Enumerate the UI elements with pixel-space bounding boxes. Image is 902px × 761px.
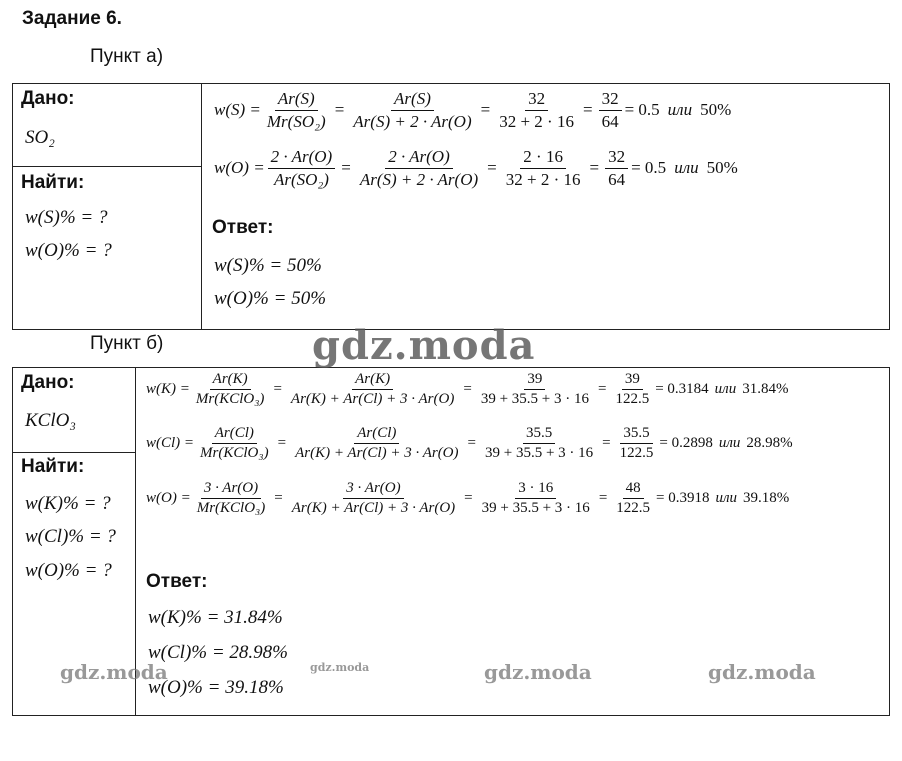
equation-percent: 31.84% bbox=[742, 381, 789, 398]
part-a-find-item: w(S)% = ? bbox=[25, 207, 108, 228]
equation-result: = 0.2898 bbox=[659, 435, 713, 452]
part-a-given-value: SO₂ bbox=[25, 127, 55, 148]
part-a-answer-item: w(O)% = 50% bbox=[214, 288, 327, 309]
fraction bbox=[288, 371, 457, 409]
numerator: 39 bbox=[622, 371, 643, 390]
equation-lhs: w(K) = bbox=[146, 381, 190, 398]
part-a-answer-label: Ответ: bbox=[212, 217, 274, 238]
fraction bbox=[599, 89, 622, 131]
watermark-logo: gdz.moda bbox=[312, 322, 536, 369]
or-word: или bbox=[718, 435, 741, 452]
fraction bbox=[482, 425, 596, 463]
denominator: 32 + 2 · 16 bbox=[499, 111, 574, 131]
watermark-logo: gdz.moda bbox=[60, 660, 168, 684]
numerator: Ar(K) bbox=[210, 371, 251, 390]
denominator: Ar(S) + 2 · Ar(O) bbox=[359, 169, 479, 189]
equation-lhs: w(O) = bbox=[146, 490, 191, 507]
fraction bbox=[478, 371, 592, 409]
part-a-find-item: w(O)% = ? bbox=[25, 240, 112, 261]
part-b-answer-item: w(Cl)% = 28.98% bbox=[148, 642, 289, 663]
equation-result: = 0.5 bbox=[631, 158, 667, 178]
equation-percent: 50% bbox=[706, 158, 738, 178]
fraction bbox=[496, 89, 577, 131]
part-a-given-divider bbox=[12, 166, 202, 167]
part-b-given-label: Дано: bbox=[21, 372, 75, 393]
denominator: 64 bbox=[608, 169, 626, 189]
numerator: Ar(S) bbox=[391, 89, 434, 111]
numerator: 35.5 bbox=[620, 425, 652, 444]
fraction bbox=[193, 371, 268, 409]
part-b-find-item: w(K)% = ? bbox=[25, 493, 111, 514]
watermark-logo: gdz.moda bbox=[484, 660, 592, 684]
part-b-given-value: KClO₃ bbox=[25, 410, 76, 431]
part-b-given-divider bbox=[12, 452, 136, 453]
or-word: или bbox=[674, 158, 699, 178]
denominator: 122.5 bbox=[616, 500, 651, 517]
or-word: или bbox=[667, 100, 693, 120]
task-title: Задание 6. bbox=[22, 8, 122, 29]
denominator: Mr(KClO₃) bbox=[200, 445, 269, 462]
or-word: или bbox=[715, 490, 738, 507]
part-b-find-item: w(O)% = ? bbox=[25, 560, 112, 581]
fraction bbox=[357, 147, 481, 189]
fraction bbox=[612, 371, 652, 409]
denominator: Mr(KClO₃) bbox=[195, 391, 265, 408]
denominator: 64 bbox=[601, 111, 619, 131]
numerator: 3 · Ar(O) bbox=[201, 480, 261, 499]
numerator: 3 · Ar(O) bbox=[343, 480, 403, 499]
denominator: 122.5 bbox=[619, 445, 654, 462]
numerator: 32 bbox=[525, 89, 548, 111]
or-word: или bbox=[714, 381, 737, 398]
numerator: 32 bbox=[599, 89, 622, 111]
denominator: Mr(KClO₃) bbox=[196, 500, 266, 517]
equation-result: = 0.5 bbox=[624, 100, 660, 120]
denominator: Ar(SO₂) bbox=[273, 169, 329, 189]
fraction bbox=[613, 480, 653, 518]
denominator: Ar(K) + Ar(Cl) + 3 · Ar(O) bbox=[291, 500, 456, 517]
numerator: 39 bbox=[524, 371, 545, 390]
fraction bbox=[264, 89, 329, 131]
part-b-equation-o: w(O) = $\frac{3 \cdot Ar(O)}{\text{Mr(KClO₃)}}$ = $\frac{3 \cdot Ar(O)}{Ar(K) + Ar(Cl) + 3 \cdot Ar(O)}$ = $\frac{3 \cdot 16}{39 + 35.5 + 3 \cdot 16}$ = $\frac{48}{122.5}$ = 0.3918 или 39.18% bbox=[146, 480, 790, 517]
numerator: 3 · 16 bbox=[515, 480, 556, 499]
equation-result: = 0.3918 bbox=[656, 490, 710, 507]
part-a-given-label: Дано: bbox=[21, 88, 75, 109]
denominator: 39 + 35.5 + 3 · 16 bbox=[480, 391, 589, 408]
part-b-answer-label: Ответ: bbox=[146, 571, 208, 592]
fraction bbox=[268, 147, 336, 189]
denominator: Ar(S) + 2 · Ar(O) bbox=[353, 111, 472, 131]
equation-percent: 28.98% bbox=[746, 435, 793, 452]
part-a-divider bbox=[201, 83, 202, 330]
fraction bbox=[197, 425, 272, 463]
part-a-label: Пункт а) bbox=[90, 46, 164, 67]
part-b-answer-item: w(K)% = 31.84% bbox=[148, 607, 283, 628]
denominator: 39 + 35.5 + 3 · 16 bbox=[484, 445, 594, 462]
denominator: 32 + 2 · 16 bbox=[505, 169, 581, 189]
denominator: Mr(SO₂) bbox=[266, 111, 326, 131]
part-b-find-item: w(Cl)% = ? bbox=[25, 526, 116, 547]
numerator: 48 bbox=[623, 480, 644, 499]
numerator: 2 · 16 bbox=[520, 147, 566, 169]
fraction bbox=[194, 480, 269, 518]
part-a-find-label: Найти: bbox=[21, 172, 85, 193]
numerator: 35.5 bbox=[523, 425, 555, 444]
equation-lhs: w(S) = bbox=[214, 100, 261, 120]
denominator: 39 + 35.5 + 3 · 16 bbox=[481, 500, 590, 517]
numerator: 32 bbox=[605, 147, 628, 169]
part-b-answer-item: w(O)% = 39.18% bbox=[148, 677, 284, 698]
part-a-answer-item: w(S)% = 50% bbox=[214, 255, 322, 276]
equation-percent: 50% bbox=[700, 100, 732, 120]
equation-lhs: w(O) = bbox=[214, 158, 265, 178]
numerator: Ar(Cl) bbox=[354, 425, 399, 444]
fraction bbox=[503, 147, 584, 189]
equation-lhs: w(Cl) = bbox=[146, 435, 195, 452]
numerator: 2 · Ar(O) bbox=[268, 147, 336, 169]
fraction bbox=[617, 425, 657, 463]
denominator: Ar(K) + Ar(Cl) + 3 · Ar(O) bbox=[295, 445, 459, 462]
part-a-equation-o: w(O) = $\frac{2 \cdot Ar(O)}{\text{Ar(SO₂)}}$ = $\frac{2 \cdot Ar(O)}{Ar(S) + 2 \cdot Ar(O)}$ = $\frac{2 \cdot 16}{32 + 2 \cdot 16}$ = $\frac{32}{64}$ = 0.5 или 50% bbox=[214, 147, 738, 189]
fraction bbox=[350, 89, 474, 131]
numerator: Ar(Cl) bbox=[212, 425, 257, 444]
numerator: 2 · Ar(O) bbox=[385, 147, 453, 169]
fraction bbox=[289, 480, 458, 518]
fraction bbox=[479, 480, 593, 518]
equation-percent: 39.18% bbox=[743, 490, 790, 507]
fraction bbox=[605, 147, 628, 189]
part-b-equation-k: w(K) = $\frac{Ar(K)}{\text{Mr(KClO₃)}}$ = $\frac{Ar(K)}{Ar(K) + Ar(Cl) + 3 \cdot Ar(O)}$ = $\frac{39}{39 + 35.5 + 3 \cdot 16}$ = $\frac{39}{122.5}$ = 0.3184 или 31.84% bbox=[146, 371, 789, 408]
part-b-equation-cl: w(Cl) = $\frac{Ar(Cl)}{\text{Mr(KClO₃)}}$ = $\frac{Ar(Cl)}{Ar(K) + Ar(Cl) + 3 \cdot Ar(O)}$ = $\frac{35.5}{39 + 35.5 + 3 \cdot 16}$ = $\frac{35.5}{122.5}$ = 0.2898 или 28.98% bbox=[146, 425, 793, 462]
denominator: Ar(K) + Ar(Cl) + 3 · Ar(O) bbox=[290, 391, 455, 408]
numerator: Ar(S) bbox=[275, 89, 318, 111]
part-a-equation-s: w(S) = $\frac{Ar(S)}{\text{Mr(SO₂)}}$ = $\frac{Ar(S)}{Ar(S) + 2 \cdot Ar(O)}$ = $\frac{32}{32 + 2 \cdot 16}$ = $\frac{32}{64}$ = 0.5 или 50% bbox=[214, 89, 732, 131]
part-b-find-label: Найти: bbox=[21, 456, 85, 477]
equation-result: = 0.3184 bbox=[655, 381, 709, 398]
numerator: Ar(K) bbox=[352, 371, 393, 390]
denominator: 122.5 bbox=[615, 391, 650, 408]
watermark-logo: gdz.moda bbox=[708, 660, 816, 684]
watermark-logo: gdz.moda bbox=[310, 661, 370, 674]
fraction bbox=[292, 425, 461, 463]
part-b-label: Пункт б) bbox=[90, 333, 164, 354]
